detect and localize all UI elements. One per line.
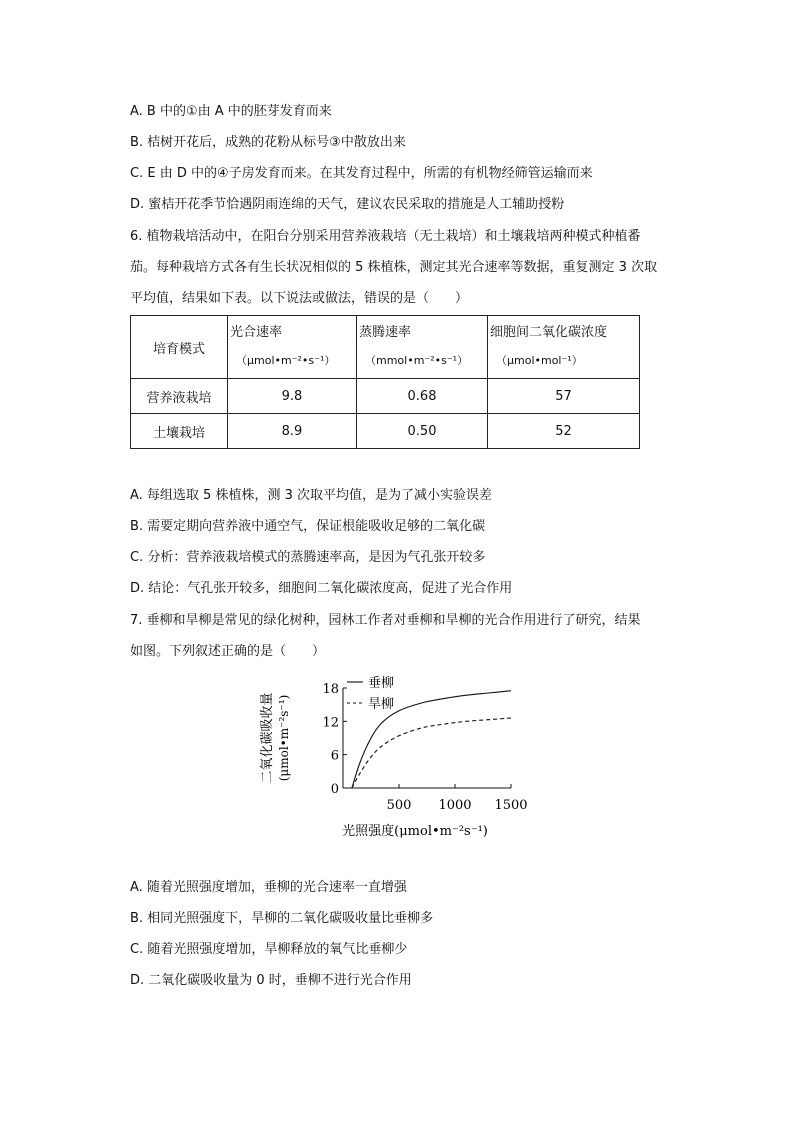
q7-option-b: B. 相同光照强度下，旱柳的二氧化碳吸收量比垂柳多 [130,911,434,926]
q6-option-a: A. 每组选取 5 株植株，测 3 次取平均值，是为了减小实验误差 [130,488,493,503]
y-tick-label: 12 [322,715,339,731]
legend-label-0: 垂柳 [368,676,395,691]
table-cell: 57 [488,379,640,414]
header-transpiration: 蒸腾速率 [359,325,412,340]
table-header-cell [131,316,228,379]
q6-stem-line-1: 6. 植物栽培活动中，在阳台分别采用营养液栽培（无土栽培）和土壤栽培两种模式种植番 [130,229,641,244]
table-header-cell [228,316,357,379]
q6-option-c: C. 分析：营养液栽培模式的蒸腾速率高，是因为气孔张开较多 [130,550,486,565]
q7-option-a: A. 随着光照强度增加，垂柳的光合速率一直增强 [130,880,407,895]
q5-option-a: A. B 中的①由 A 中的胚芽发育而来 [130,104,332,119]
header-mode: 培育模式 [152,341,205,357]
light-co2-chart [255,670,555,845]
q6-data-table [130,315,640,449]
table-header-row [131,316,640,379]
table-header-cell [488,316,640,379]
table-cell: 8.9 [228,414,357,449]
table-cell: 0.68 [357,379,488,414]
table-row [131,414,640,449]
header-photosynthesis-unit: （μmol•m⁻²•s⁻¹） [236,354,336,367]
q7-option-d: D. 二氧化碳吸收量为 0 时，垂柳不进行光合作用 [130,973,412,988]
table-cell: 0.50 [357,414,488,449]
y-tick-label: 6 [330,748,339,764]
table-row [131,379,640,414]
q6-option-d: D. 结论：气孔张开较多，细胞间二氧化碳浓度高，促进了光合作用 [130,581,513,596]
q6-stem-line-2: 茄。每种栽培方式各有生长状况相似的 5 株植株，测定其光合速率等数据，重复测定 3 次取 [130,260,658,275]
header-transpiration-unit: （mmol•m⁻²•s⁻¹） [365,354,469,367]
y-axis-label: 二氧化碳吸收量 [260,692,275,784]
x-tick-label: 1500 [494,798,528,813]
q6-stem-line-3: 平均值，结果如下表。以下说法或做法，错误的是（ ） [130,291,469,306]
y-axis-unit: (μmol•m⁻²s⁻¹) [277,694,291,782]
table-cell: 营养液栽培 [131,379,228,414]
legend-label-1: 旱柳 [368,697,395,712]
x-axis-label: 光照强度(μmol•m⁻²s⁻¹) [342,824,488,839]
q5-option-c: C. E 由 D 中的④子房发育而来。在其发育过程中，所需的有机物经筛管运输而来 [130,166,593,181]
x-tick-label: 1000 [438,798,472,813]
header-co2: 细胞间二氧化碳浓度 [490,325,608,340]
table-cell: 9.8 [228,379,357,414]
table-header-cell [357,316,488,379]
y-tick-label: 18 [322,682,339,697]
table-cell: 52 [488,414,640,449]
q5-option-d: D. 蜜桔开花季节恰遇阴雨连绵的天气，建议农民采取的措施是人工辅助授粉 [130,197,565,212]
q5-option-b: B. 桔树开花后，成熟的花粉从标号③中散放出来 [130,135,406,150]
y-tick-label: 0 [330,782,339,797]
table-cell: 土壤栽培 [131,414,228,449]
series-line-1 [352,718,511,788]
header-photosynthesis: 光合速率 [230,325,283,340]
q6-option-b: B. 需要定期向营养液中通空气，保证根能吸收足够的二氧化碳 [130,519,486,534]
q7-option-c: C. 随着光照强度增加，旱柳释放的氧气比垂柳少 [130,942,408,957]
q7-stem-line-1: 7. 垂柳和旱柳是常见的绿化树种，园林工作者对垂柳和旱柳的光合作用进行了研究，结果 [130,613,641,628]
x-tick-label: 500 [386,798,412,813]
q7-stem-line-2: 如图。下列叙述正确的是（ ） [130,644,326,659]
header-co2-unit: （μmol•mol⁻¹） [496,354,583,367]
